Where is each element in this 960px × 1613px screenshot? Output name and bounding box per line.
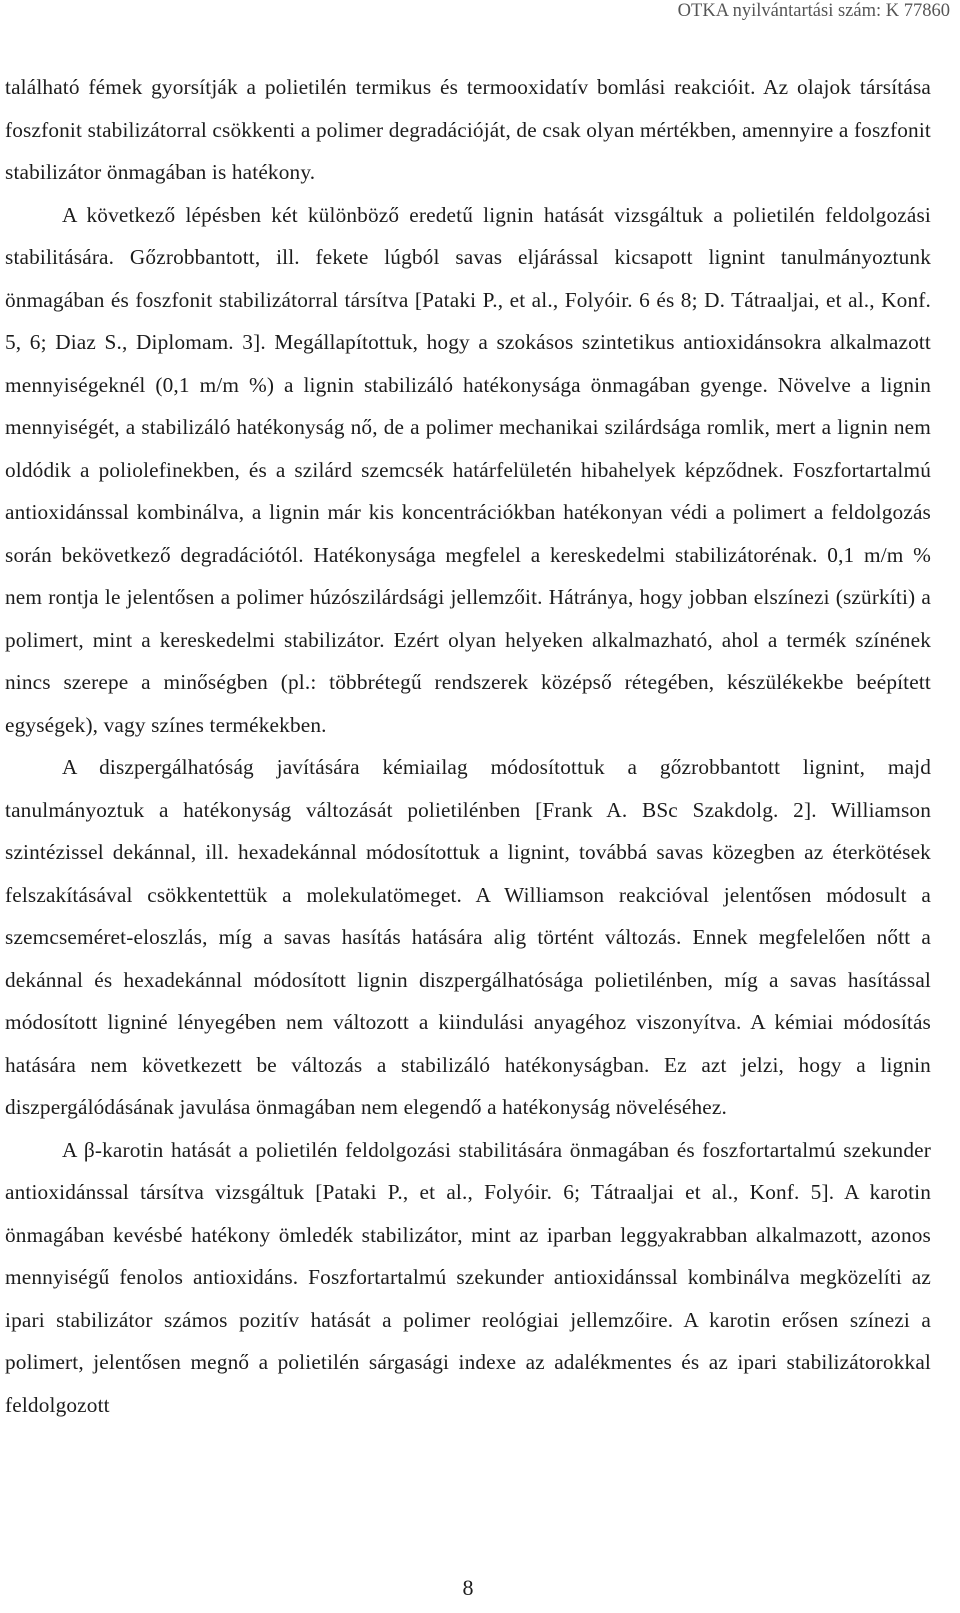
page-header: OTKA nyilvántartási szám: K 77860 bbox=[677, 1, 950, 21]
paragraph-lignin: A következő lépésben két különböző eredetű lignin hatását vizsgáltuk a polietilén feldolgozási stabilitására. Gőzrobbantott, ill. fekete lúgból savas eljárással kicsapott lignint tanulmányoztunk önmagában és foszfonit stabilizátorral társítva [Pataki P., et al., Folyóir. 6 és 8; D. Tátraaljai, et al., Konf. 5, 6; Diaz S., Diplomam. 3]. Megállapítottuk, hogy a szokásos szintetikus antioxidánsokra alkalmazott mennyiségeknél (0,1 m/m %) a lignin stabilizáló hatékonysága önmagában gyenge. Növelve a lignin mennyiségét, a stabilizáló hatékonyság nő, de a polimer mechanikai szilárdsága romlik, mert a lignin nem oldódik a poliolefinekben, és a szilárd szemcsék határfelületén hibahelyek képződnek. Foszfortartalmú antioxidánssal kombinálva, a lignin már kis koncentrációkban hatékonyan védi a polimert a feldolgozás során bekövetkező degradációtól. Hatékonysága megfelel a kereskedelmi stabilizátorénak. 0,1 m/m % nem rontja le jelentősen a polimer húzószilárdsági jellemzőit. Hátránya, hogy jobban elszínezi (szürkíti) a polimert, mint a kereskedelmi stabilizátor. Ezért olyan helyeken alkalmazható, ahol a termék színének nincs szerepe a minőségben (pl.: többrétegű rendszerek középső rétegében, készülékekbe beépített egységek), vagy színes termékekben. bbox=[5, 202, 931, 737]
paragraph-dispersibility: A diszpergálhatóság javítására kémiailag módosítottuk a gőzrobbantott lignint, majd tanulmányoztuk a hatékonyság változását polietilénben [Frank A. BSc Szakdolg. 2]. Williamson szintézissel dekánnal, ill. hexadekánnal módosítottuk a lignint, továbbá savas közegben az éterkötések felszakításával csökkentettük a molekulatömeget. A Williamson reakcióval jelentősen módosult a szemcseméret-eloszlás, míg a savas hasítás hatására alig történt változás. Ennek megfelelően nőtt a dekánnal és hexadekánnal módosított lignin diszpergálhatósága polietilénben, míg a savas hasítással módosított ligniné lényegében nem változott a kiindulási anyagéhoz viszonyítva. A kémiai módosítás hatására nem következett be változás a stabilizáló hatékonyságban. Ez azt jelzi, hogy a lignin diszpergálódásának javulása önmagában nem elegendő a hatékonyság növeléséhez. bbox=[5, 755, 931, 1119]
paragraph-continued: található fémek gyorsítják a polietilén termikus és termooxidatív bomlási reakcióit. Az olajok társítása foszfonit stabilizátorral csökkenti a polimer degradációját, de csak olyan mértékben, amennyire a foszfonit stabilizátor önmagában is hatékony. bbox=[5, 75, 931, 184]
paragraph-carotene: A β-karotin hatását a polietilén feldolgozási stabilitására önmagában és foszfortartalmú szekunder antioxidánssal társítva vizsgáltuk [Pataki P., et al., Folyóir. 6; Tátraaljai et al., Konf. 5]. A karotin önmagában kevésbé hatékony ömledék stabilizátor, mint az iparban leggyakrabban alkalmazott, azonos mennyiségű fenolos antioxidáns. Foszfortartalmú szekunder antioxidánssal kombinálva megközelíti az ipari stabilizátor számos pozitív hatását a polimer reológiai jellemzőire. A karotin erősen színezi a polimert, jelentősen megnő a polietilén sárgasági indexe az adalékmentes és az ipari stabilizátorokkal feldolgozott bbox=[5, 1137, 931, 1417]
page-number: 8 bbox=[462, 1575, 474, 1600]
document-body bbox=[5, 66, 931, 1426]
